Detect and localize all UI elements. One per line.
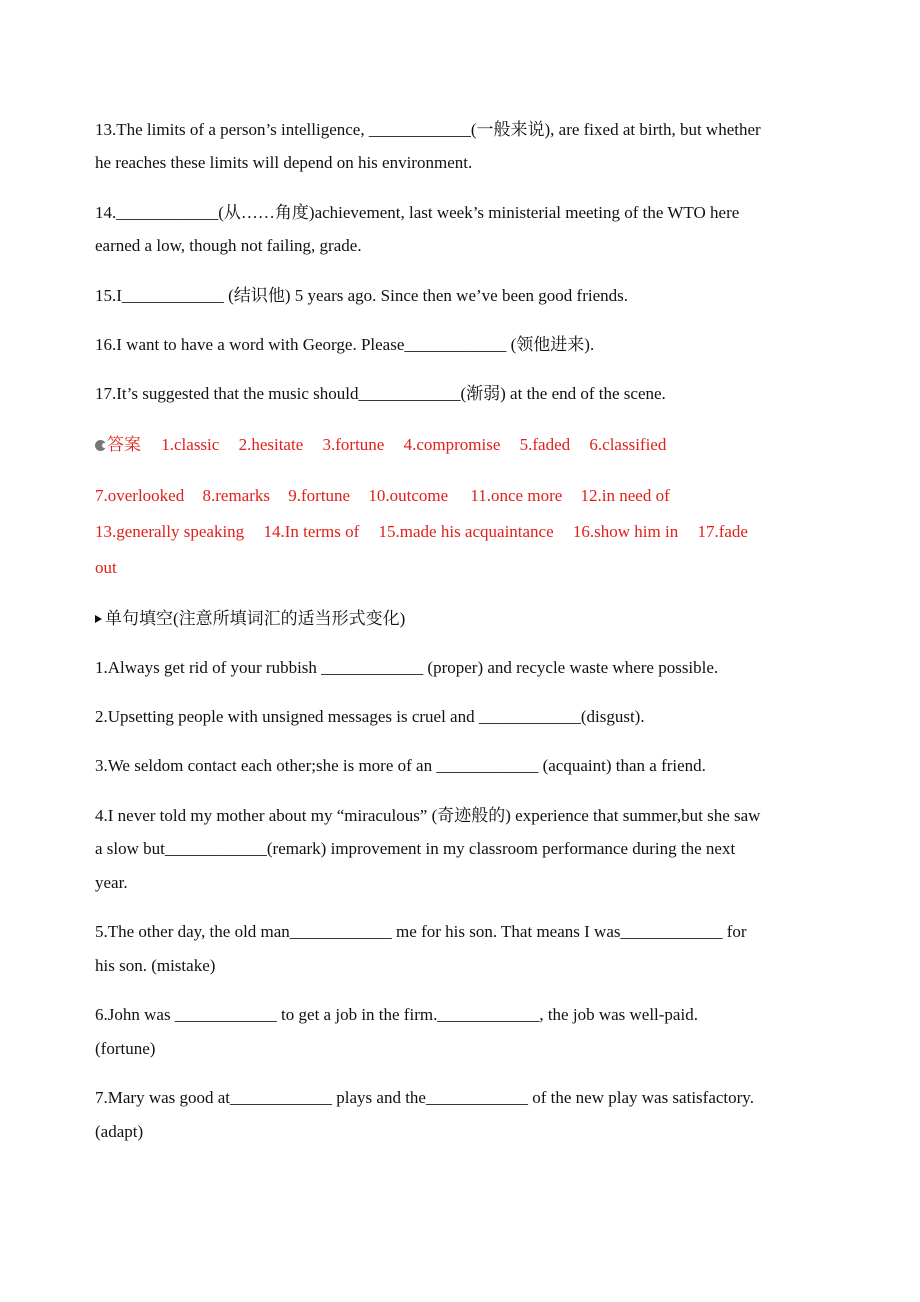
exercise-7-line-1: 7.Mary was good at____________ plays and the____________ of the new play was satisfactory. [95, 1088, 754, 1107]
exercise-1: 1.Always get rid of your rubbish ____________ (proper) and recycle waste where possible. [95, 658, 719, 677]
answers-row-1 [95, 435, 666, 455]
answers-label: 答案 [107, 435, 141, 454]
section-heading [95, 609, 405, 629]
answers-row-2 [95, 486, 670, 506]
answer-item: 4.compromise [403, 435, 501, 454]
answer-item: 1.classic [161, 435, 220, 454]
question-13-line-2: he reaches these limits will depend on his environment. [95, 153, 473, 172]
question-16: 16.I want to have a word with George. Please____________ (领他进来). [95, 335, 595, 354]
exercise-7-line-2: (adapt) [95, 1122, 144, 1141]
triangle-bullet-icon [95, 615, 102, 623]
answer-item: 9.fortune [288, 486, 351, 505]
exercise-4-line-2: a slow but____________(remark) improvement in my classroom performance during the next [95, 839, 736, 858]
question-13-line-1: 13.The limits of a person’s intelligence, ____________(一般来说), are fixed at birth, but whether [95, 120, 761, 139]
answer-item: 6.classified [589, 435, 667, 454]
answer-item: 15.made his acquaintance [378, 522, 554, 541]
exercise-5-line-2: his son. (mistake) [95, 956, 216, 975]
question-14-line-2: earned a low, though not failing, grade. [95, 236, 362, 255]
answer-item: 10.outcome [368, 486, 449, 505]
exercise-4-line-3: year. [95, 873, 128, 892]
answer-item: 17.fade [697, 522, 748, 541]
answer-item: 13.generally speaking [95, 522, 245, 541]
answer-item: 8.remarks [202, 486, 270, 505]
exercise-6-line-1: 6.John was ____________ to get a job in the firm.____________, the job was well-paid. [95, 1005, 698, 1024]
answer-item: 14.In terms of [263, 522, 360, 541]
exercise-2: 2.Upsetting people with unsigned messages is cruel and ____________(disgust). [95, 707, 645, 726]
question-14-line-1: 14.____________(从……角度)achievement, last week’s ministerial meeting of the WTO here [95, 203, 740, 222]
answer-item: 7.overlooked [95, 486, 185, 505]
question-15: 15.I____________ (结识他) 5 years ago. Since then we’ve been good friends. [95, 286, 629, 305]
answer-item: 11.once more [470, 486, 563, 505]
exercise-3: 3.We seldom contact each other;she is more of an ____________ (acquaint) than a friend. [95, 756, 706, 775]
answer-item: 16.show him in [572, 522, 679, 541]
answers-row-4: out [95, 558, 117, 577]
answer-item: 2.hesitate [238, 435, 304, 454]
answer-item: 3.fortune [322, 435, 385, 454]
section-title: 单句填空(注意所填词汇的适当形式变化) [105, 609, 406, 628]
answer-icon [95, 440, 106, 451]
answer-item: 5.faded [519, 435, 571, 454]
exercise-4-line-1: 4.I never told my mother about my “miraculous” (奇迹般的) experience that summer,but she saw [95, 806, 761, 825]
answers-row-3 [95, 522, 748, 542]
exercise-5-line-1: 5.The other day, the old man____________ me for his son. That means I was____________ for [95, 922, 747, 941]
answer-item: 12.in need of [580, 486, 670, 505]
exercise-6-line-2: (fortune) [95, 1039, 156, 1058]
question-17: 17.It’s suggested that the music should____________(渐弱) at the end of the scene. [95, 384, 666, 403]
